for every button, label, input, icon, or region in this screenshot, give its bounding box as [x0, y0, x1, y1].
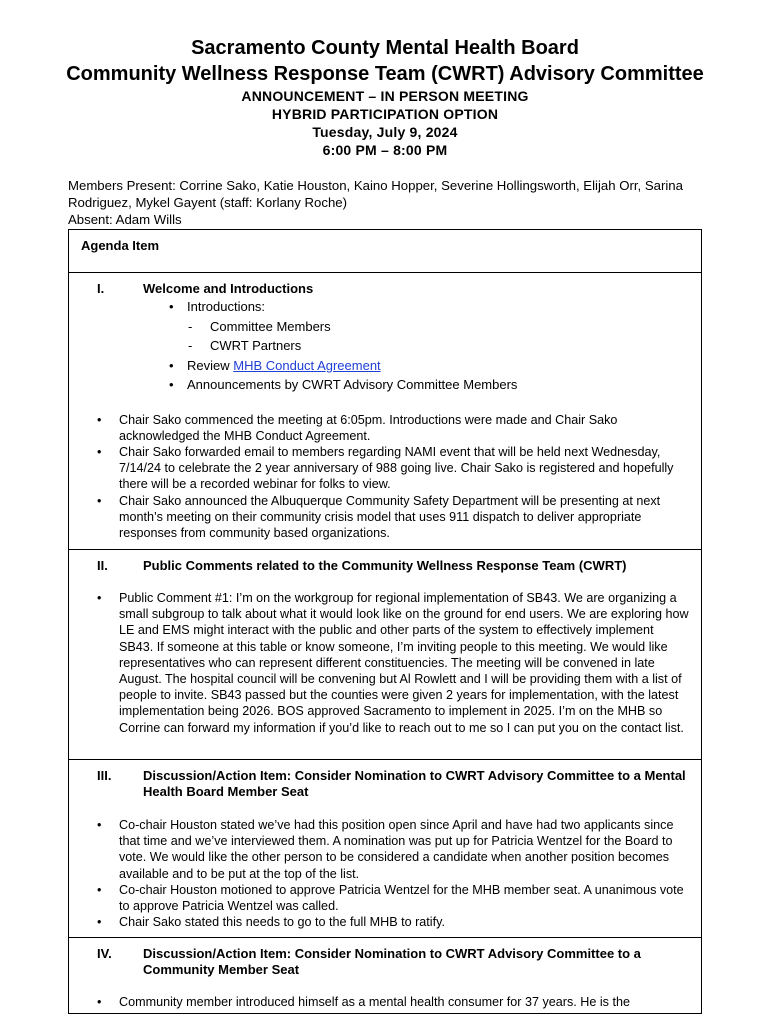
section-title: Discussion/Action Item: Consider Nomination to CWRT Advisory Committee to a Mental Health Board Member Seat [143, 768, 686, 799]
section-number: I. [97, 281, 105, 296]
committee-org-title: Sacramento County Mental Health Board [191, 37, 579, 59]
section-title: Discussion/Action Item: Consider Nomination to CWRT Advisory Committee to a Community Member Seat [143, 946, 641, 977]
list-item: • Public Comment #1: I’m on the workgroup for regional implementation of SB43. We are organizing a small subgroup to talk about what it would look like on the ground for end users. We are exploring how LE and EMS might interact with the public and other parts of the system to effectively implement SB43. If someone at this table or know someone, I’m inviting people to this meeting. We would like representatives who can represent different constituencies. The meeting will be convened in late August. The hospital council will be convening but Al Rowlett and I will be providing them with a list of people to invite. SB43 passed but the counties were given 2 years for implementation, with the latest implementation being 2026. BOS approved Sacramento to implement in 2025. I’m on the MHB so Corrine can forward my information if you’d like to reach out to me so I can put you on the contact list. [97, 591, 689, 735]
bullet-icon: • [97, 915, 102, 930]
list-item: • Chair Sako stated this needs to go to the full MHB to ratify. [97, 915, 445, 930]
list-item: • Community member introduced himself as a mental health consumer for 37 years. He is the [97, 995, 630, 1009]
agenda-section-1 [69, 273, 701, 550]
agenda-section-3 [69, 760, 701, 938]
list-item: • Co-chair Houston motioned to approve Patricia Wentzel for the MHB member seat. A unanimous vote to approve Patricia Wentzel was called. [97, 882, 684, 914]
dash-icon: - [188, 338, 193, 353]
list-item: • Chair Sako announced the Albuquerque Community Safety Department will be presenting at next month’s meeting on their community crisis model that uses 911 dispatch to deliver appropriate responses from community based organizations. [97, 493, 661, 540]
committee-name-title: Community Wellness Response Team (CWRT) Advisory Committee [66, 63, 704, 85]
section-number: III. [97, 768, 112, 783]
meeting-date: Tuesday, July 9, 2024 [312, 124, 458, 140]
section-notes [69, 590, 701, 736]
section-heading [69, 768, 701, 800]
dash-icon: - [188, 318, 193, 334]
bullet-icon: • [97, 591, 102, 605]
conduct-agreement-link[interactable]: MHB Conduct Agreement [233, 357, 381, 373]
section-heading [69, 558, 701, 574]
section-notes [69, 412, 701, 542]
bullet-icon: • [169, 357, 174, 373]
meeting-time: 6:00 PM – 8:00 PM [322, 142, 448, 158]
list-item: • Chair Sako commenced the meeting at 6:05pm. Introductions were made and Chair Sako acknowledged the MHB Conduct Agreement. [97, 412, 618, 443]
announcement-line: ANNOUNCEMENT – IN PERSON MEETING [241, 88, 529, 104]
list-item: - Committee Members [69, 317, 701, 337]
attendance [68, 177, 718, 228]
bullet-icon: • [97, 882, 102, 897]
agenda-header-label: Agenda Item [81, 238, 160, 253]
bullet-icon: • [97, 995, 102, 1009]
list-item: • Chair Sako forwarded email to members regarding NAMI event that will be held next Wednesday, 7/14/24 to celebrate the 2 year anniversary of 988 going live. Chair Sako is registered and hopefully there will be a recorded webinar for folks to view. [97, 444, 674, 492]
list-item: • Announcements by CWRT Advisory Committee Members [69, 375, 701, 395]
participation-line: HYBRID PARTICIPATION OPTION [271, 106, 499, 122]
bullet-icon: • [97, 493, 102, 508]
bullet-icon: • [169, 377, 174, 392]
agenda-header-row [69, 230, 701, 273]
section-agenda-list [69, 297, 701, 395]
list-item: • Co-chair Houston stated we’ve had this position open since April and have had two applicants since that time and we’ve interviewed them. A nomination was put up for Patricia Wentzel for the Board to vote. We would like the other person to be considered a candidate when another position becomes available and to be put at the top of the list. [97, 818, 674, 881]
members-present: Members Present: Corrine Sako, Katie Houston, Kaino Hopper, Severine Hollingsworth, Elijah Orr, Sarina Rodriguez, Mykel Gayent (staff: Korlany Roche) [68, 178, 683, 210]
bullet-icon: • [97, 444, 102, 459]
list-item: • Review MHB Conduct Agreement [69, 356, 701, 376]
section-notes [69, 994, 701, 1010]
section-title: Welcome and Introductions [143, 281, 314, 296]
members-absent: Absent: Adam Wills [68, 212, 182, 227]
section-number: II. [97, 558, 108, 573]
agenda-table [68, 229, 702, 1014]
section-notes [69, 817, 701, 930]
section-heading [69, 281, 701, 297]
agenda-section-2 [69, 550, 701, 760]
bullet-icon: • [97, 818, 102, 832]
section-heading [69, 946, 701, 978]
list-item: • Introductions: [69, 297, 701, 317]
meeting-info [0, 87, 770, 159]
bullet-icon: • [97, 412, 102, 427]
list-item: - CWRT Partners [69, 336, 701, 356]
section-title: Public Comments related to the Community Wellness Response Team (CWRT) [143, 558, 627, 573]
agenda-section-4 [69, 938, 701, 1014]
section-number: IV. [97, 946, 112, 961]
bullet-icon: • [169, 299, 174, 314]
